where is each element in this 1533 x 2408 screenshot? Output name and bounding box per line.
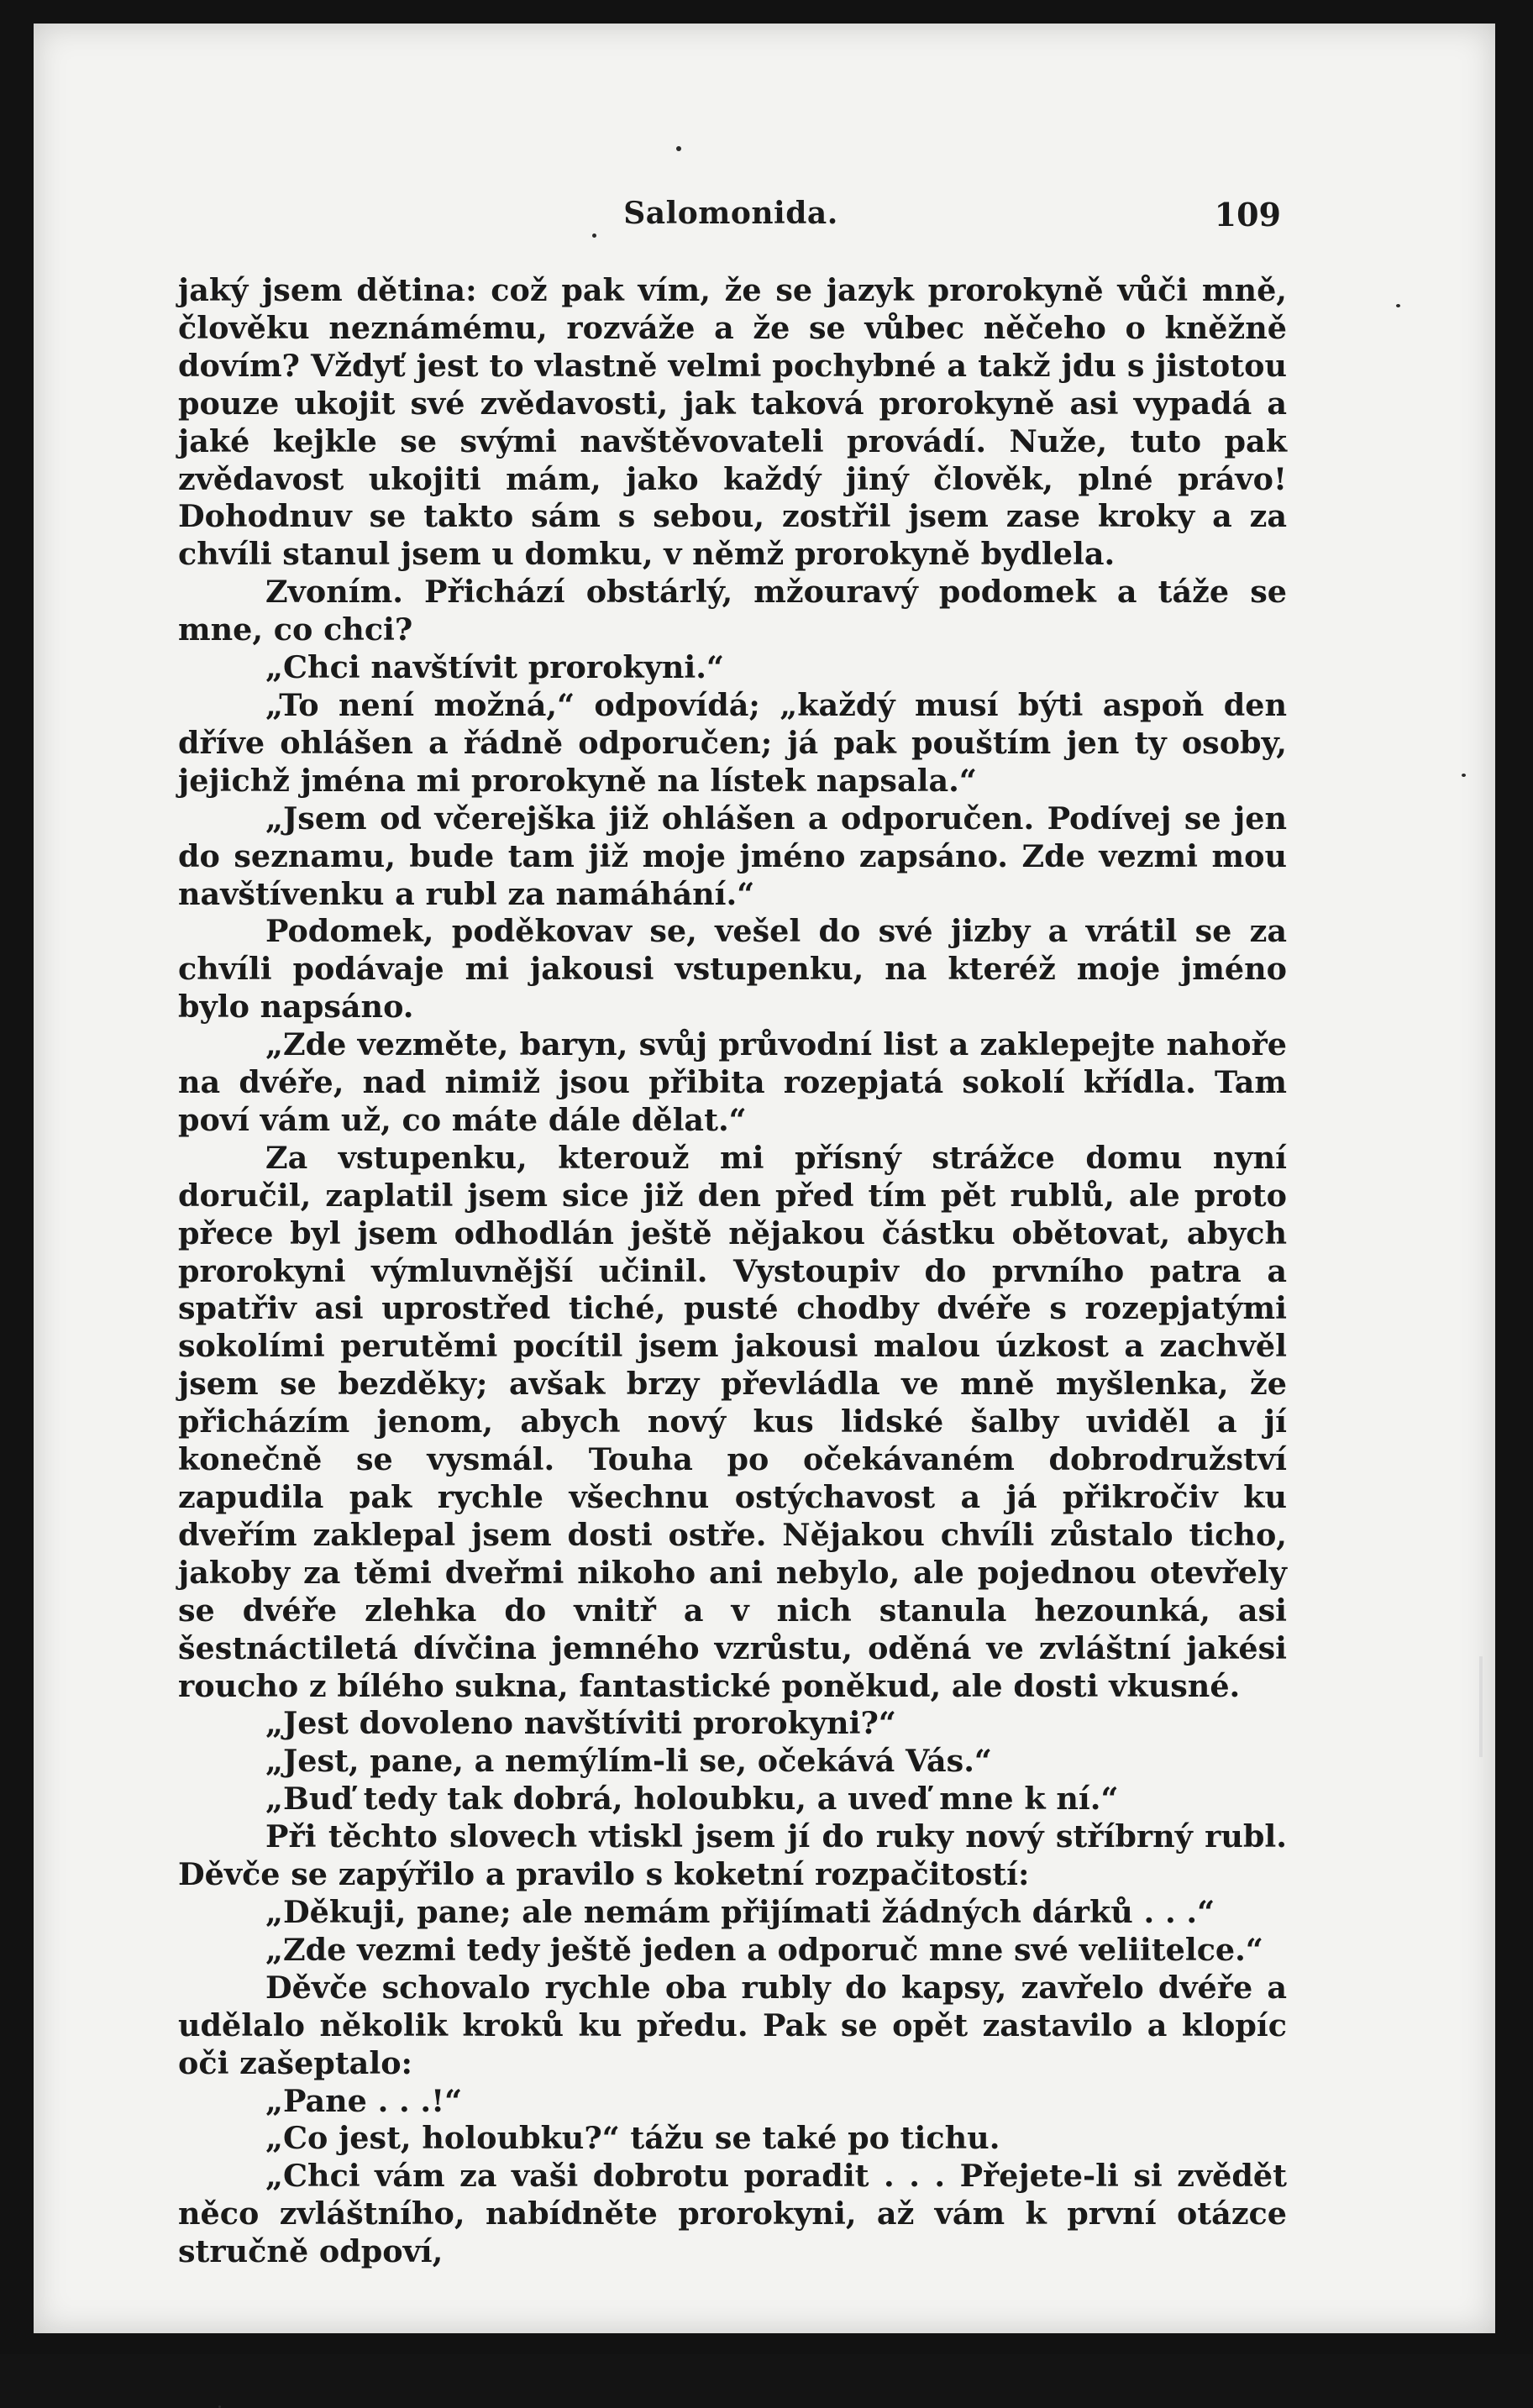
paragraph: „Buď tedy tak dobrá, holoubku, a uveď mne k ní.“ [265,1781,1119,1818]
paragraph: Podomek, poděkovav se, vešel do své jizby a vrátil se za chvíli podávaje mi jakousi vstupenku, na kteréž moje jméno bylo napsáno. [178,913,1287,1026]
paragraph: Zvoním. Přichází obstárlý, mžouravý podomek a táže se mne, co chci? [178,574,1287,648]
body-text [178,272,1287,2271]
paragraph: „Jest, pane, a nemýlím-li se, očekává Vás.“ [265,1743,992,1780]
book-page [34,24,1495,2333]
paragraph: jaký jsem dětina: což pak vím, že se jazyk prorokyně vůči mně, člověku neznámému, rozváže a že se vůbec něčeho o kněžně dovím? Vždyť jest to vlastně velmi pochybné a takž jdu s jistotou pouze ukojit své zvědavosti, jak taková prorokyně asi vypadá a jaké kejkle se svými navštěvovateli provádí. Nuže, tuto pak zvědavost ukojiti mám, jako každý jiný člověk, plné právo! Dohodnuv se takto sám s sebou, zostřil jsem zase kroky a za chvíli stanul jsem u domku, v němž prorokyně bydlela. [178,272,1287,573]
paragraph: „Jsem od včerejška již ohlášen a odporučen. Podívej se jen do seznamu, bude tam již moje jméno zapsáno. Zde vezmi mou navštívenku a rubl za namáhání.“ [178,800,1287,912]
scan-speck [592,233,596,238]
paragraph: „Chci vám za vaši dobrotu poradit . . . Přejete-li si zvědět něco zvláštního, nabídněte prorokyni, až vám k první otázce stručně odpoví, [178,2158,1287,2270]
scan-edge-mark [1479,1656,1483,1757]
paragraph: „Zde vezměte, baryn, svůj průvodní list a zaklepejte nahoře na dvéře, nad nimiž jsou přibita rozepjatá sokolí křídla. Tam poví vám už, co máte dále dělat.“ [178,1026,1287,1138]
paragraph: Při těchto slovech vtiskl jsem jí do ruky nový stříbrný rubl. Děvče se zapýřilo a pravilo s koketní rozpačitostí: [178,1818,1287,1893]
paragraph: „Jest dovoleno navštíviti prorokyni?“ [265,1705,896,1742]
paragraph: Za vstupenku, kterouž mi přísný strážce domu nyní doručil, zaplatil jsem sice již den před tím pět rublů, ale proto přece byl jsem odhodlán ještě nějakou částku obětovat, abych prorokyni výmluvnější učinil. Vystoupiv do prvního patra a spatřiv asi uprostřed tiché, pusté chodby dvéře s rozepjatými sokolími perutěmi pocítil jsem jakousi malou úzkost a zachvěl jsem se bezděky; avšak brzy převládla ve mně myšlenka, že přicházím jenom, abych nový kus lidské šalby uviděl a jí konečně se vysmál. Touha po očekávaném dobrodružství zapudila pak rychle všechnu ostýchavost a já přikročiv ku dveřím zaklepal jsem dosti ostře. Nějakou chvíli zůstalo ticho, jakoby za těmi dveřmi nikoho ani nebylo, ale pojednou otevřely se dvéře zlehka do vnitř a v nich stanula hezounká, asi šestnáctiletá dívčina jemného vzrůstu, oděná ve zvláštní jakési roucho z bílého sukna, fantastické poněkud, ale dosti vkusné. [178,1139,1287,1704]
scan-speck [1462,774,1466,777]
scan-speck [1396,304,1400,307]
running-title: Salomonida. [623,196,838,231]
paragraph: „Pane . . .!“ [265,2082,463,2119]
scan-speck [676,146,681,151]
paragraph: „Co jest, holoubku?“ tážu se také po tichu. [265,2120,1000,2157]
paragraph: „Zde vezmi tedy ještě jeden a odporuč mne své veliitelce.“ [265,1931,1263,1968]
paragraph: „Děkuji, pane; ale nemám přijímati žádných dárků . . .“ [265,1893,1215,1930]
paragraph: Děvče schovalo rychle oba rubly do kapsy, zavřelo dvéře a udělalo několik kroků ku předu. Pak se opět zastavilo a klopíc oči zašeptalo: [178,1969,1287,2081]
page-number: 109 [1214,196,1281,233]
page-header [181,196,1281,246]
paragraph: „Chci navštívit prorokyni.“ [265,649,724,686]
paragraph: „To není možná,“ odpovídá; „každý musí býti aspoň den dříve ohlášen a řádně odporučen; já pak pouštím jen ty osoby, jejichž jména mi prorokyně na lístek napsala.“ [178,686,1287,799]
